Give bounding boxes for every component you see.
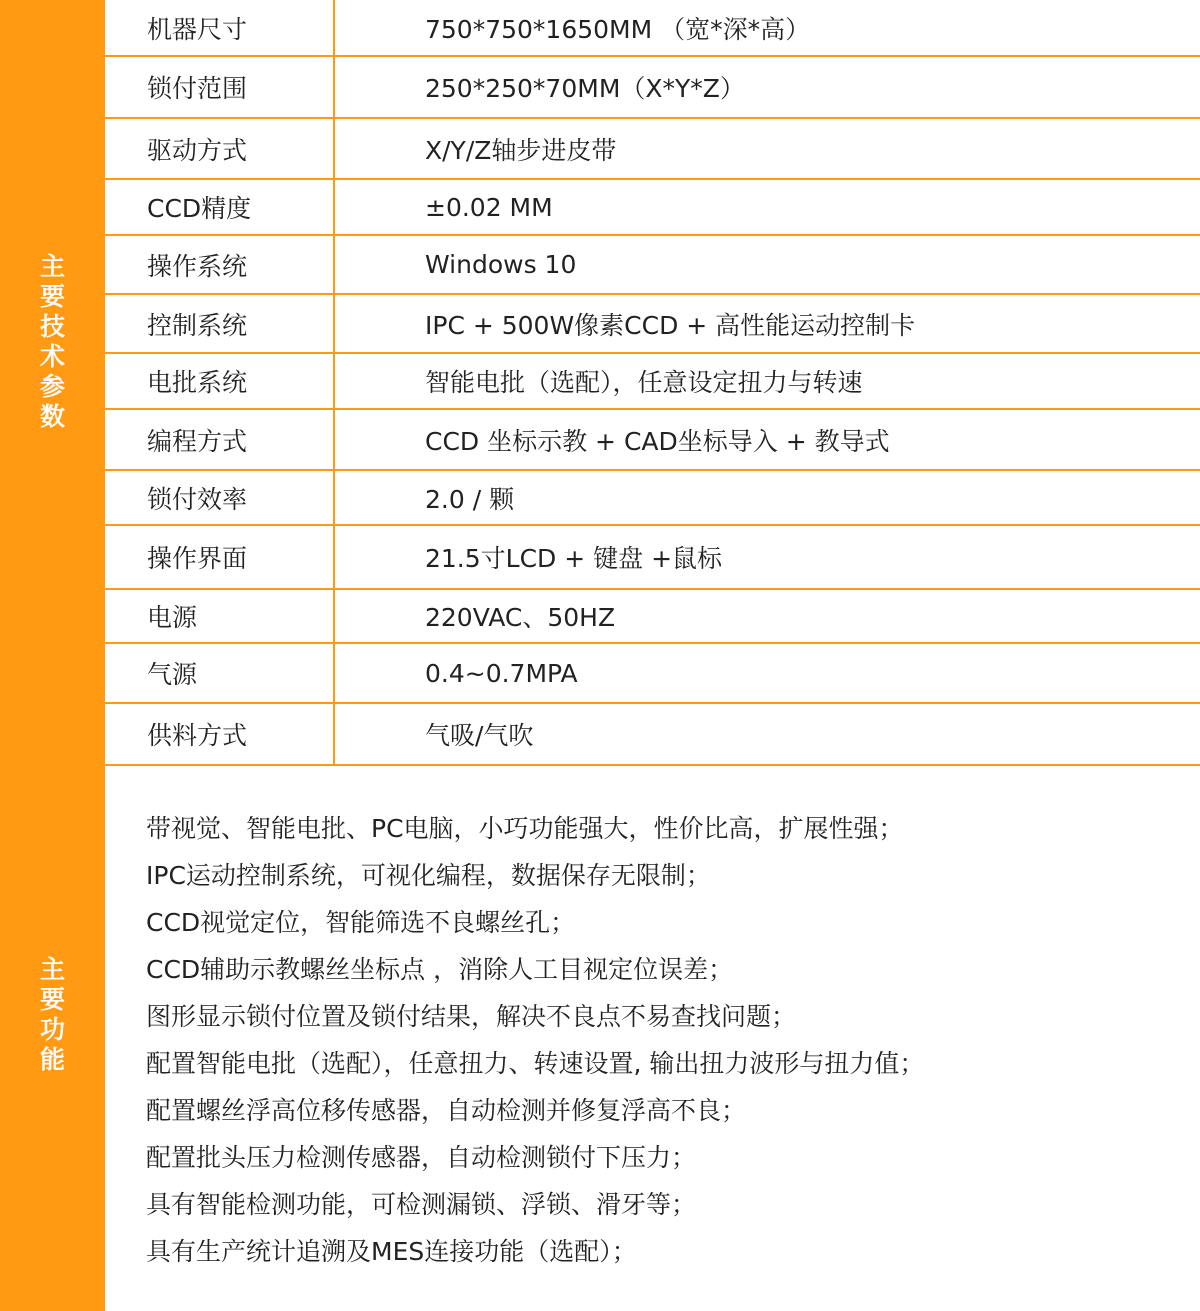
section-title-char: 术 (39, 342, 65, 371)
spec-row (105, 354, 1200, 410)
spec-name: 操作系统 (105, 236, 335, 293)
spec-row (105, 590, 1200, 644)
section-title-functions (0, 955, 105, 1075)
function-item: 具有智能检测功能，可检测漏锁、浮锁、滑牙等； (146, 1190, 697, 1219)
spec-name: 锁付效率 (105, 471, 335, 524)
spec-name: 驱动方式 (105, 119, 335, 178)
spec-name: 供料方式 (105, 704, 335, 764)
spec-row (105, 526, 1200, 590)
function-list (146, 805, 1186, 1275)
section-title-char: 功 (39, 1015, 65, 1044)
spec-value: 气吸/气吹 (425, 721, 534, 750)
spec-row (105, 704, 1200, 766)
function-item: IPC运动控制系统，可视化编程，数据保存无限制； (146, 861, 711, 890)
spec-value: 0.4~0.7MPA (425, 658, 578, 688)
spec-name: 机器尺寸 (105, 0, 335, 55)
spec-value: 21.5寸LCD + 键盘 +鼠标 (425, 544, 723, 573)
function-item: 配置螺丝浮高位移传感器，自动检测并修复浮高不良； (146, 1096, 747, 1125)
section-title-char: 主 (39, 955, 65, 984)
section-title-char: 参 (39, 372, 65, 401)
spec-row (105, 180, 1200, 236)
spec-value: 250*250*70MM（X*Y*Z） (425, 74, 745, 103)
spec-name: 操作界面 (105, 526, 335, 588)
section-title-char: 数 (39, 402, 65, 431)
function-item: 图形显示锁付位置及锁付结果，解决不良点不易查找问题； (146, 1002, 797, 1031)
spec-value: Windows 10 (425, 250, 577, 279)
spec-value: 2.0 / 颗 (425, 484, 515, 514)
function-item: 配置批头压力检测传感器，自动检测锁付下压力； (146, 1143, 697, 1172)
spec-row (105, 644, 1200, 704)
spec-row (105, 471, 1200, 526)
spec-name: CCD精度 (105, 180, 335, 234)
section-title-char: 能 (39, 1045, 65, 1074)
spec-value: 智能电批（选配），任意设定扭力与转速 (425, 368, 863, 397)
spec-row (105, 0, 1200, 57)
spec-name: 锁付范围 (105, 57, 335, 117)
spec-name: 控制系统 (105, 295, 335, 352)
spec-name: 电批系统 (105, 354, 335, 408)
spec-table (105, 0, 1200, 766)
spec-name: 编程方式 (105, 410, 335, 469)
spec-value: 750*750*1650MM （宽*深*高） (425, 14, 811, 44)
spec-row (105, 119, 1200, 180)
spec-value: 220VAC、50HZ (425, 603, 616, 632)
section-title-char: 要 (39, 282, 65, 311)
function-item: 配置智能电批（选配），任意扭力、转速设置, 输出扭力波形与扭力值； (146, 1049, 925, 1078)
function-item: 具有生产统计追溯及MES连接功能（选配）； (146, 1237, 637, 1266)
function-item: CCD视觉定位，智能筛选不良螺丝孔； (146, 908, 576, 937)
section-title-char: 要 (39, 985, 65, 1014)
spec-name: 电源 (105, 590, 335, 642)
spec-row (105, 236, 1200, 295)
spec-row (105, 57, 1200, 119)
spec-value: ±0.02 MM (425, 192, 553, 222)
spec-name: 气源 (105, 644, 335, 702)
spec-value: CCD 坐标示教 + CAD坐标导入 + 教导式 (425, 426, 890, 456)
function-item: CCD辅助示教螺丝坐标点 ，消除人工目视定位误差； (146, 955, 734, 984)
section-title-char: 主 (39, 252, 65, 281)
section-title-specs (0, 252, 105, 432)
spec-row (105, 410, 1200, 471)
spec-value: IPC + 500W像素CCD + 高性能运动控制卡 (425, 310, 916, 340)
function-item: 带视觉、智能电批、PC电脑，小巧功能强大，性价比高，扩展性强； (146, 814, 904, 843)
section-title-char: 技 (39, 312, 65, 341)
spec-value: X/Y/Z轴步进皮带 (425, 135, 617, 165)
side-accent-bar (0, 0, 105, 1311)
spec-row (105, 295, 1200, 354)
